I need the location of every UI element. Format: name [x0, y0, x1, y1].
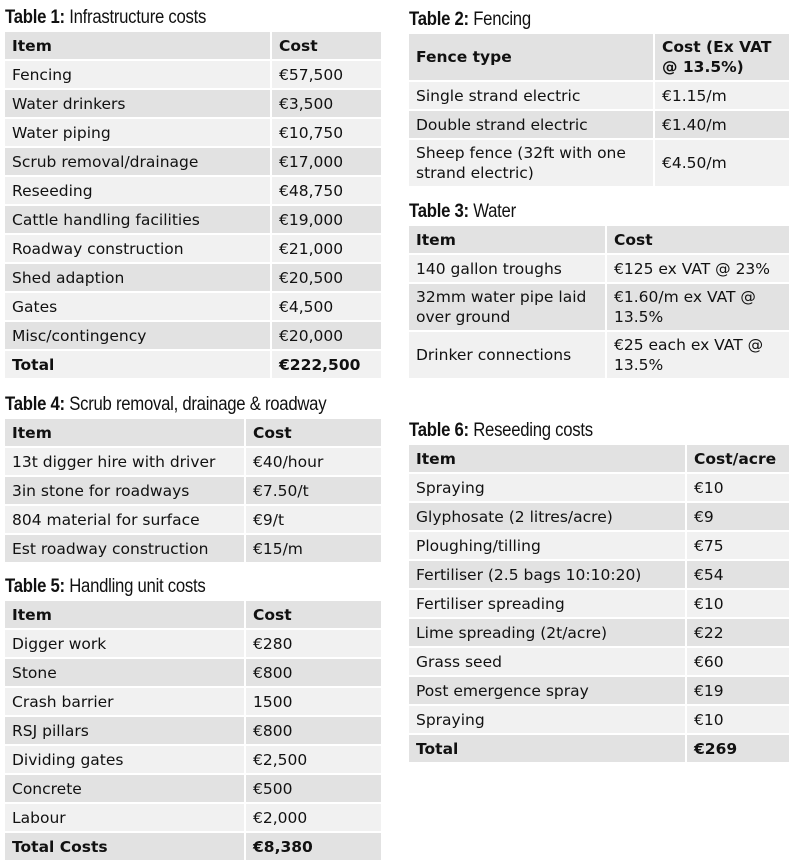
table-row	[5, 148, 381, 177]
item-cell: Post emergence spray	[409, 677, 687, 706]
table-3-water	[409, 200, 789, 380]
table-row	[409, 648, 789, 677]
item-cell: Double strand electric	[409, 111, 655, 140]
item-cell: RSJ pillars	[5, 717, 246, 746]
item-cell: Labour	[5, 804, 246, 833]
item-cell: Concrete	[5, 775, 246, 804]
item-cell: 32mm water pipe laid over ground	[409, 284, 607, 332]
cost-cell: €15/m	[246, 535, 381, 564]
table-row	[5, 264, 381, 293]
table-header-row	[5, 419, 381, 448]
table-row	[5, 61, 381, 90]
table-row	[5, 506, 381, 535]
table-row	[5, 119, 381, 148]
cost-cell: €800	[246, 717, 381, 746]
table-row	[409, 332, 789, 380]
table-row	[409, 474, 789, 503]
cost-cell: €2,000	[246, 804, 381, 833]
table-grid	[5, 419, 381, 564]
table-row	[5, 775, 381, 804]
cost-cell: €800	[246, 659, 381, 688]
item-cell: Glyphosate (2 litres/acre)	[409, 503, 687, 532]
cost-cell: €25 each ex VAT @ 13.5%	[607, 332, 789, 380]
table-header-row	[5, 32, 381, 61]
table-row	[5, 448, 381, 477]
item-cell: Water drinkers	[5, 90, 272, 119]
item-cell: Reseeding	[5, 177, 272, 206]
table-row	[409, 590, 789, 619]
table-row	[5, 477, 381, 506]
item-cell: Est roadway construction	[5, 535, 246, 564]
item-cell: Item	[5, 601, 246, 630]
table-header-row	[409, 226, 789, 255]
table-2-fencing	[409, 8, 789, 188]
table-row	[409, 503, 789, 532]
cost-cell: €500	[246, 775, 381, 804]
cost-cell: €1.60/m ex VAT @ 13.5%	[607, 284, 789, 332]
item-cell: Ploughing/tilling	[409, 532, 687, 561]
cost-cell: €125 ex VAT @ 23%	[607, 255, 789, 284]
cost-cell: €9	[687, 503, 789, 532]
cost-cell: €22	[687, 619, 789, 648]
cost-cell: Cost (Ex VAT @ 13.5%)	[655, 34, 789, 82]
cost-cell: Cost	[246, 419, 381, 448]
item-cell: Gates	[5, 293, 272, 322]
cost-cell: Cost	[607, 226, 789, 255]
table-title: Table 4: Scrub removal, drainage & roadway	[5, 394, 327, 415]
item-cell: Item	[409, 226, 607, 255]
item-cell: Fertiliser (2.5 bags 10:10:20)	[409, 561, 687, 590]
cost-cell: €3,500	[272, 90, 381, 119]
table-row	[5, 322, 381, 351]
item-cell: 3in stone for roadways	[5, 477, 246, 506]
item-cell: 140 gallon troughs	[409, 255, 607, 284]
table-row	[5, 630, 381, 659]
table-row	[5, 206, 381, 235]
table-1-infrastructure-costs	[5, 6, 381, 380]
item-cell: Dividing gates	[5, 746, 246, 775]
item-cell: 804 material for surface	[5, 506, 246, 535]
cost-cell: €7.50/t	[246, 477, 381, 506]
table-5-handling-unit-costs	[5, 575, 381, 862]
table-title: Table 3: Water	[409, 201, 516, 222]
table-row	[5, 717, 381, 746]
item-cell: Drinker connections	[409, 332, 607, 380]
item-cell: Cattle handling facilities	[5, 206, 272, 235]
item-cell: Total Costs	[5, 833, 246, 862]
item-cell: Roadway construction	[5, 235, 272, 264]
table-total-row	[5, 833, 381, 862]
table-row	[5, 535, 381, 564]
cost-cell: €20,500	[272, 264, 381, 293]
item-cell: Spraying	[409, 474, 687, 503]
cost-cell: €280	[246, 630, 381, 659]
cost-cell: €10	[687, 706, 789, 735]
table-row	[5, 746, 381, 775]
cost-cell: €10,750	[272, 119, 381, 148]
table-title: Table 2: Fencing	[409, 9, 531, 30]
table-row	[409, 111, 789, 140]
table-row	[409, 561, 789, 590]
table-row	[5, 688, 381, 717]
item-cell: Stone	[5, 659, 246, 688]
item-cell: Item	[5, 32, 272, 61]
table-row	[5, 659, 381, 688]
cost-cell: €4.50/m	[655, 140, 789, 188]
cost-cell: €75	[687, 532, 789, 561]
item-cell: Spraying	[409, 706, 687, 735]
table-header-row	[5, 601, 381, 630]
item-cell: Grass seed	[409, 648, 687, 677]
table-row	[409, 284, 789, 332]
table-row	[5, 177, 381, 206]
cost-cell: €48,750	[272, 177, 381, 206]
table-6-reseeding-costs	[409, 419, 789, 764]
table-total-row	[409, 735, 789, 764]
cost-cell: €4,500	[272, 293, 381, 322]
cost-cell: €60	[687, 648, 789, 677]
table-row	[409, 706, 789, 735]
cost-cell: €1.40/m	[655, 111, 789, 140]
cost-cell: €269	[687, 735, 789, 764]
table-grid	[5, 601, 381, 862]
item-cell: Sheep fence (32ft with one strand electric)	[409, 140, 655, 188]
cost-cell: 1500	[246, 688, 381, 717]
table-grid	[409, 34, 789, 188]
cost-cell: €8,380	[246, 833, 381, 862]
cost-cell: €10	[687, 590, 789, 619]
cost-cell: €9/t	[246, 506, 381, 535]
item-cell: Shed adaption	[5, 264, 272, 293]
item-cell: Misc/contingency	[5, 322, 272, 351]
cost-cell: €222,500	[272, 351, 381, 380]
cost-cell: €54	[687, 561, 789, 590]
item-cell: Item	[409, 445, 687, 474]
table-header-row	[409, 445, 789, 474]
table-row	[5, 90, 381, 119]
cost-cell: €21,000	[272, 235, 381, 264]
table-row	[409, 677, 789, 706]
item-cell: Fence type	[409, 34, 655, 82]
item-cell: Fertiliser spreading	[409, 590, 687, 619]
cost-cell: €2,500	[246, 746, 381, 775]
table-title: Table 1: Infrastructure costs	[5, 7, 207, 28]
item-cell: Scrub removal/drainage	[5, 148, 272, 177]
cost-cell: €10	[687, 474, 789, 503]
item-cell: Water piping	[5, 119, 272, 148]
table-row	[5, 804, 381, 833]
cost-cell: €19,000	[272, 206, 381, 235]
table-grid	[409, 445, 789, 764]
cost-cell: €1.15/m	[655, 82, 789, 111]
item-cell: Lime spreading (2t/acre)	[409, 619, 687, 648]
table-title: Table 6: Reseeding costs	[409, 420, 593, 441]
table-grid	[5, 32, 381, 380]
cost-cell: €57,500	[272, 61, 381, 90]
cost-cell: Cost/acre	[687, 445, 789, 474]
cost-cell: €20,000	[272, 322, 381, 351]
table-row	[5, 235, 381, 264]
cost-cell: Cost	[246, 601, 381, 630]
table-4-scrub-removal	[5, 393, 381, 564]
item-cell: 13t digger hire with driver	[5, 448, 246, 477]
table-row	[409, 255, 789, 284]
item-cell: Total	[409, 735, 687, 764]
item-cell: Item	[5, 419, 246, 448]
item-cell: Single strand electric	[409, 82, 655, 111]
item-cell: Fencing	[5, 61, 272, 90]
table-title: Table 5: Handling unit costs	[5, 576, 206, 597]
table-row	[409, 619, 789, 648]
table-header-row	[409, 34, 789, 82]
item-cell: Crash barrier	[5, 688, 246, 717]
item-cell: Total	[5, 351, 272, 380]
cost-cell: €19	[687, 677, 789, 706]
table-grid	[409, 226, 789, 380]
table-total-row	[5, 351, 381, 380]
table-row	[409, 532, 789, 561]
cost-cell: €17,000	[272, 148, 381, 177]
cost-cell: Cost	[272, 32, 381, 61]
table-row	[409, 82, 789, 111]
table-row	[409, 140, 789, 188]
cost-cell: €40/hour	[246, 448, 381, 477]
item-cell: Digger work	[5, 630, 246, 659]
table-row	[5, 293, 381, 322]
